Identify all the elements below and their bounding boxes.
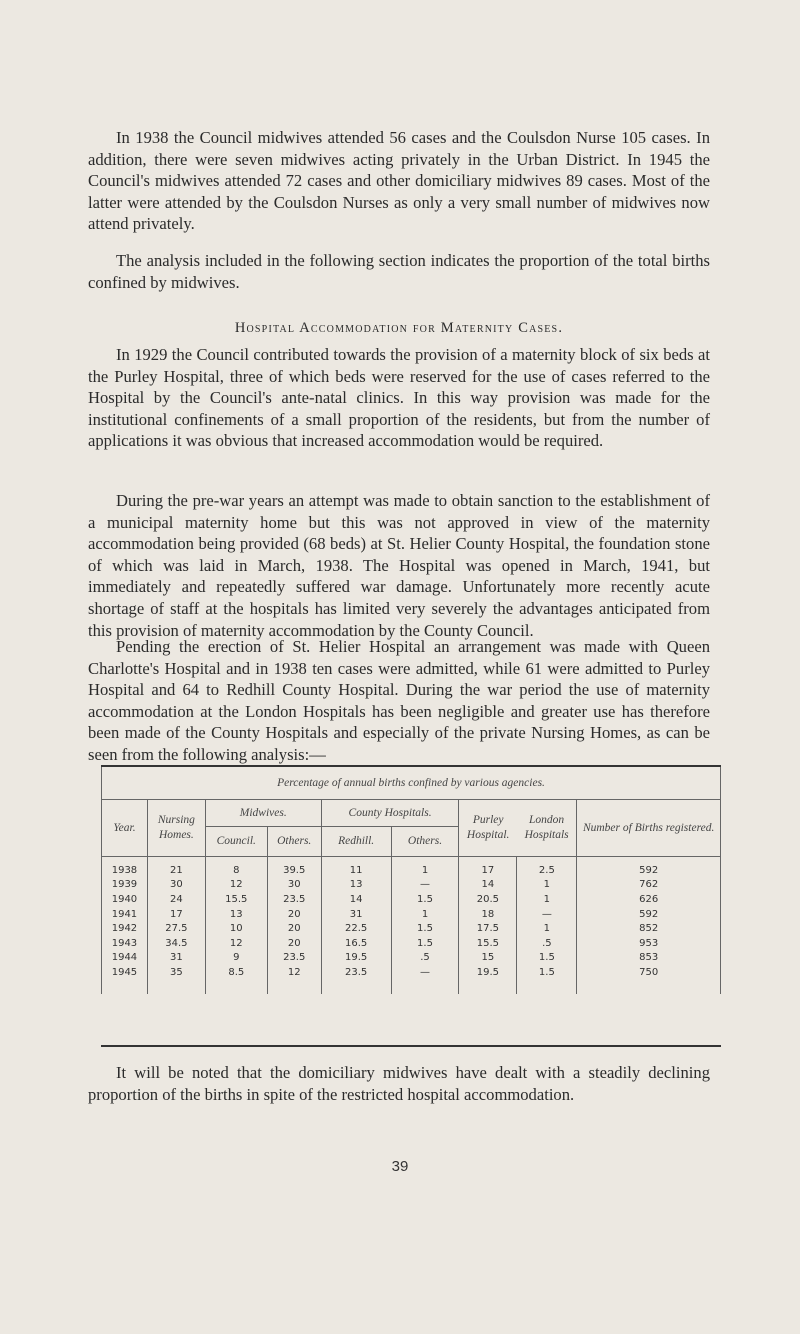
cell-london: 1.5 (517, 965, 577, 980)
cell-redhill: 14 (321, 892, 391, 907)
paragraph-st-helier: During the pre-war years an attempt was made to obtain sanction to the establishment of a municipal maternity home but this was not approved in view of the maternity accommodation being provided (68 beds) at St. Helier County Hospital, the foundation stone of which was laid in March, 1938. The Hospital was opened in March, 1941, but immediately and repeatedly suffered war damage. Unfortunately more recently acute shortage of staff at the hospitals has limited very severely the advantages anticipated from this provision of maternity accommodation by the County Council. (88, 491, 710, 640)
cell-council: 8.5 (205, 965, 267, 980)
cell-redhill: 22.5 (321, 921, 391, 936)
cell-midwives-others: 23.5 (267, 892, 321, 907)
spacer-cell (321, 980, 391, 995)
cell-council: 9 (205, 951, 267, 966)
cell-year: 1939 (102, 878, 148, 893)
cell-midwives-others: 23.5 (267, 951, 321, 966)
cell-purley: 15 (459, 951, 517, 966)
spacer-cell (205, 980, 267, 995)
cell-london: .5 (517, 936, 577, 951)
cell-births: 626 (577, 892, 721, 907)
header-nursing-homes: Nursing Homes. (147, 800, 205, 857)
cell-nursing-homes: 31 (147, 951, 205, 966)
spacer-cell (147, 980, 205, 995)
paragraph-analysis-note: The analysis included in the following section indicates the proportion of the total births confined by midwives. (88, 251, 710, 292)
cell-council: 12 (205, 936, 267, 951)
cell-midwives-others: 20 (267, 936, 321, 951)
cell-purley: 17.5 (459, 921, 517, 936)
header-midwives: Midwives. (205, 800, 321, 827)
cell-county-others: 1 (391, 863, 459, 878)
cell-births: 853 (577, 951, 721, 966)
cell-year: 1940 (102, 892, 148, 907)
cell-county-others: — (391, 965, 459, 980)
spacer-cell (391, 980, 459, 995)
spacer-cell (102, 980, 148, 995)
cell-purley: 14 (459, 878, 517, 893)
spacer-cell (577, 980, 721, 995)
table-row (102, 951, 721, 966)
cell-london: 1 (517, 892, 577, 907)
cell-nursing-homes: 35 (147, 965, 205, 980)
cell-redhill: 13 (321, 878, 391, 893)
agency-table-frame (101, 765, 721, 1047)
cell-nursing-homes: 24 (147, 892, 205, 907)
cell-year: 1945 (102, 965, 148, 980)
cell-london: — (517, 907, 577, 922)
table-row (102, 936, 721, 951)
table-row (102, 965, 721, 980)
section-heading: Hospital Accommodation for Maternity Cases. (234, 320, 564, 336)
cell-nursing-homes: 17 (147, 907, 205, 922)
cell-london: 2.5 (517, 863, 577, 878)
cell-london: 1.5 (517, 951, 577, 966)
cell-london: 1 (517, 878, 577, 893)
cell-council: 12 (205, 878, 267, 893)
header-purley-hospital: Purley Hospital. (459, 800, 517, 857)
table-row (102, 878, 721, 893)
cell-births: 592 (577, 863, 721, 878)
cell-redhill: 16.5 (321, 936, 391, 951)
cell-year: 1938 (102, 863, 148, 878)
cell-redhill: 31 (321, 907, 391, 922)
table-body (102, 863, 721, 994)
cell-births: 592 (577, 907, 721, 922)
cell-county-others: 1.5 (391, 936, 459, 951)
table-caption: Percentage of annual births confined by various agencies. (102, 767, 721, 800)
cell-nursing-homes: 27.5 (147, 921, 205, 936)
cell-county-others: .5 (391, 951, 459, 966)
cell-purley: 19.5 (459, 965, 517, 980)
births-by-agency-table (101, 767, 721, 994)
header-county-others: Others. (391, 827, 459, 857)
cell-year: 1942 (102, 921, 148, 936)
cell-council: 8 (205, 863, 267, 878)
table-row (102, 921, 721, 936)
table-row (102, 907, 721, 922)
cell-purley: 20.5 (459, 892, 517, 907)
cell-nursing-homes: 34.5 (147, 936, 205, 951)
cell-births: 953 (577, 936, 721, 951)
cell-council: 15.5 (205, 892, 267, 907)
table-bottom-rule (101, 1045, 721, 1047)
table-row (102, 863, 721, 878)
cell-london: 1 (517, 921, 577, 936)
spacer-cell (267, 980, 321, 995)
cell-purley: 15.5 (459, 936, 517, 951)
header-county-hospitals: County Hospitals. (321, 800, 459, 827)
cell-county-others: 1.5 (391, 892, 459, 907)
cell-year: 1944 (102, 951, 148, 966)
cell-midwives-others: 39.5 (267, 863, 321, 878)
cell-county-others: — (391, 878, 459, 893)
header-redhill: Redhill. (321, 827, 391, 857)
cell-redhill: 19.5 (321, 951, 391, 966)
cell-council: 10 (205, 921, 267, 936)
cell-midwives-others: 12 (267, 965, 321, 980)
cell-purley: 18 (459, 907, 517, 922)
table-spacer-row (102, 980, 721, 995)
paragraph-midwives-cases: In 1938 the Council midwives attended 56 cases and the Coulsdon Nurse 105 cases. In addition, there were seven midwives acting privately in the Urban District. In 1945 the Council's midwives attended 72 cases and other domiciliary midwives 89 cases. Most of the latter were attended by the Coulsdon Nurses as only a very small number of midwives now attend privately. (88, 128, 710, 234)
cell-midwives-others: 20 (267, 921, 321, 936)
cell-county-others: 1 (391, 907, 459, 922)
cell-county-others: 1.5 (391, 921, 459, 936)
header-year: Year. (102, 800, 148, 857)
cell-nursing-homes: 30 (147, 878, 205, 893)
header-london-hospitals: London Hospitals (524, 814, 569, 841)
table-row (102, 892, 721, 907)
page-number: 39 (391, 1158, 409, 1175)
cell-midwives-others: 20 (267, 907, 321, 922)
cell-purley: 17 (459, 863, 517, 878)
header-number-of-births: Number of Births registered. (577, 800, 721, 857)
header-midwives-others: Others. (267, 827, 321, 857)
cell-births: 852 (577, 921, 721, 936)
header-council: Council. (205, 827, 267, 857)
cell-midwives-others: 30 (267, 878, 321, 893)
cell-redhill: 11 (321, 863, 391, 878)
cell-council: 13 (205, 907, 267, 922)
cell-nursing-homes: 21 (147, 863, 205, 878)
paragraph-conclusion: It will be noted that the domiciliary midwives have dealt with a steadily declining proportion of the births in spite of the restricted hospital accommodation. (88, 1063, 710, 1104)
cell-redhill: 23.5 (321, 965, 391, 980)
paragraph-purley-maternity-block: In 1929 the Council contributed towards the provision of a maternity block of six beds at the Purley Hospital, three of which beds were reserved for the use of cases referred to the Hospital by the Council's ante-natal clinics. In this way provision was made for the institutional confinements of a small proportion of the residents, but from the number of applications it was obvious that increased accommodation would be required. (88, 345, 710, 451)
cell-births: 762 (577, 878, 721, 893)
spacer-cell (517, 980, 577, 995)
cell-births: 750 (577, 965, 721, 980)
cell-year: 1941 (102, 907, 148, 922)
cell-year: 1943 (102, 936, 148, 951)
spacer-cell (459, 980, 517, 995)
paragraph-arrangements: Pending the erection of St. Helier Hospital an arrangement was made with Queen Charlotte's Hospital and in 1938 ten cases were admitted, while 61 were admitted to Purley Hospital and 64 to Redhill County Hospital. During the war period the use of maternity accommodation at the London Hospitals has been negligible and greater use has therefore been made of the County Hospitals and especially of the private Nursing Homes, as can be seen from the following analysis:— (88, 637, 710, 764)
